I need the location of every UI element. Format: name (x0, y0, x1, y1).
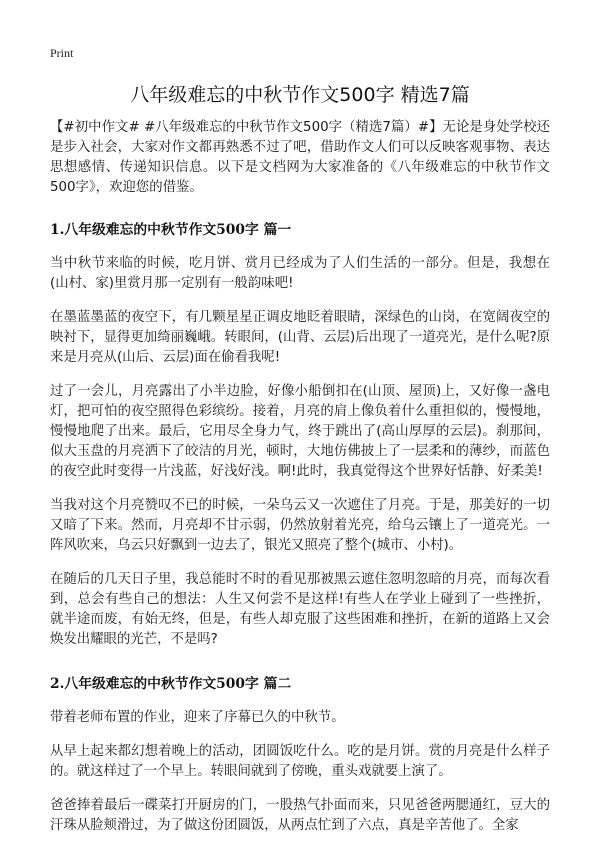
paragraph: 在墨蓝墨蓝的夜空下，有几颗星星正调皮地眨着眼睛，深绿色的山岗，在宽阔夜空的映衬下，显得更加绮丽巍峨。转眼间，(山背、云层)后出现了一道亮光，是什么呢?原来是月亮从(山后、云层)面在偷看我呢! (50, 310, 550, 365)
paragraph: 过了一会儿，月亮露出了小半边脸，好像小船倒扣在(山顶、屋顶)上，又好像一盏电灯，把可怕的夜空照得色彩缤纷。接着，月亮的肩上像负着什么重担似的，慢慢地，慢慢地爬了出来。最后，它用尽全身力气，终于跳出了(高山厚厚的云层)。刹那间，似大玉盘的月亮洒下了皎洁的月光，顿时，大地仿佛披上了一层柔和的薄纱，而蓝色的夜空此时变得一片浅蓝，好浅好浅。啊!此时，我真觉得这个世界好恬静、好柔美! (50, 384, 550, 479)
paragraph: 爸爸捧着最后一碟菜打开厨房的门，一股热气扑面而来，只见爸爸两腮通红，豆大的汗珠从脸颊滑过，为了做这份团圆饭，从两点忙到了六点，真是辛苦他了。全家 (50, 798, 550, 833)
paragraph: 在随后的几天日子里，我总能时不时的看见那被黑云遮住忽明忽暗的月亮，而每次看到，总会有些自己的想法：人生又何尝不是这样!有些人在学业上碰到了一些挫折，就半途而废，有始无终，但是，有些人却克服了这些困难和挫折，在新的道路上又会焕发出耀眼的光芒，不是吗? (50, 572, 550, 647)
section-heading-2: 2.八年级难忘的中秋节作文500字 篇二 (50, 676, 292, 692)
paragraph: 当我对这个月亮赞叹不已的时候，一朵乌云又一次遮住了月亮。于是，那美好的一切又暗了下来。然而，月亮却不甘示弱，仍然放射着光亮，给乌云镶上了一道亮光。一阵风吹来，乌云只好飘到一边去了，银光又照亮了整个(城市、小村)。 (50, 498, 550, 553)
intro-paragraph: 【#初中作文# #八年级难忘的中秋节作文500字（精选7篇）#】无论是身处学校还是步入社会，大家对作文都再熟悉不过了吧，借助作文人们可以反映客观事物、表达思想感情、传递知识信息。以下是文档网为大家准备的《八年级难忘的中秋节作文500字》，欢迎您的借鉴。 (50, 120, 550, 195)
print-link[interactable]: Print (50, 46, 74, 60)
paragraph: 从早上起来都幻想着晚上的活动，团圆饭吃什么。吃的是月饼。赏的月亮是什么样子的。就这样过了一个早上。转眼间就到了傍晚，重头戏就要上演了。 (50, 744, 550, 779)
paragraph: 当中秋节来临的时候，吃月饼、赏月已经成为了人们生活的一部分。但是，我想在(山村、家)里赏月那一定别有一般韵味吧! (50, 256, 550, 291)
section-heading-1: 1.八年级难忘的中秋节作文500字 篇一 (50, 222, 292, 238)
paragraph: 带着老师布置的作业，迎来了序幕已久的中秋节。 (50, 710, 345, 725)
article-body (50, 118, 550, 850)
page-title: 八年级难忘的中秋节作文500字 精选7篇 (130, 84, 470, 106)
